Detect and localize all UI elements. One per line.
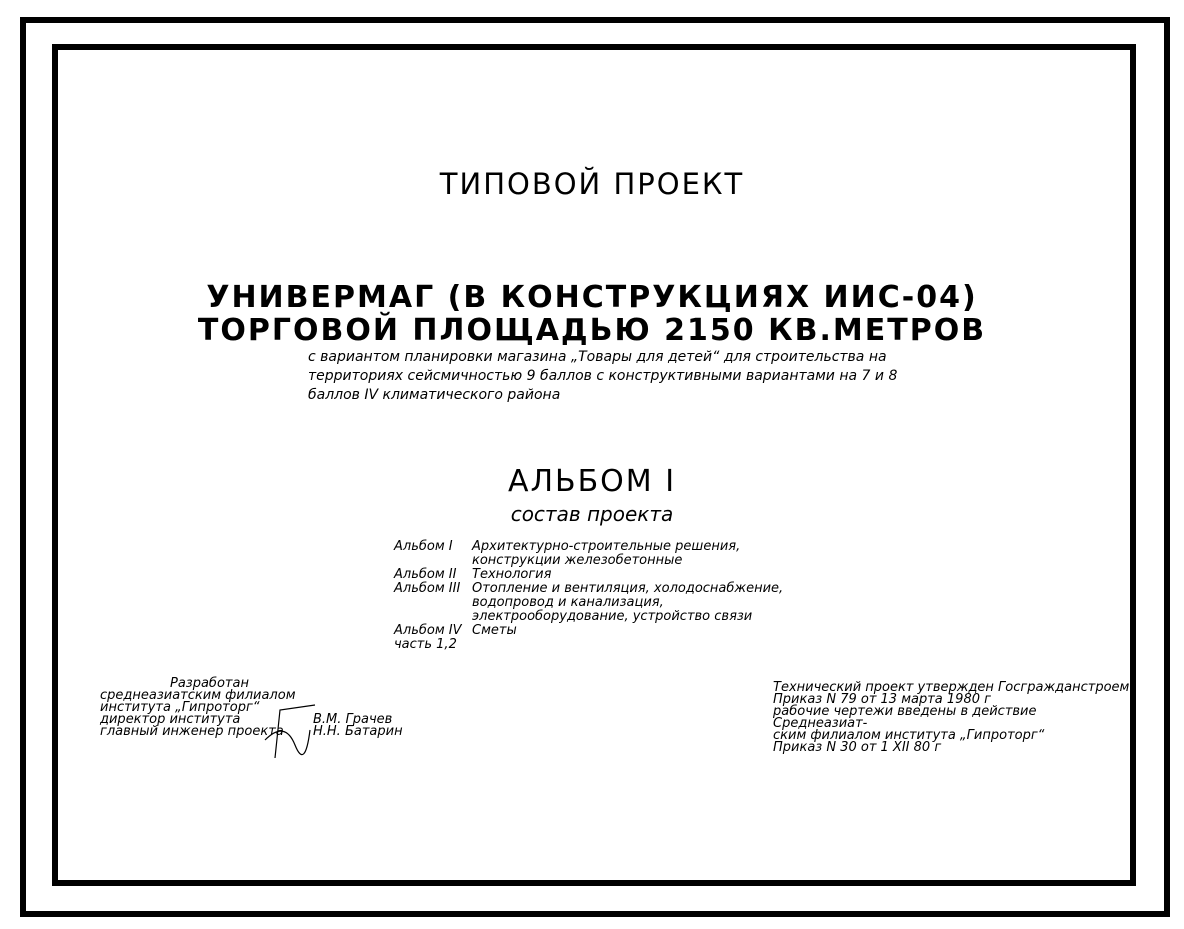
contents-value: Технология bbox=[472, 567, 552, 582]
contents-key: часть 1,2 bbox=[394, 637, 457, 652]
developer-heading: Разработан bbox=[170, 676, 249, 691]
contents-key: Альбом III bbox=[394, 581, 461, 596]
album-subtitle: состав проекта bbox=[510, 502, 674, 526]
approval-line: Приказ N 79 от 13 марта 1980 г bbox=[773, 692, 991, 707]
contents-row bbox=[394, 568, 814, 582]
approval-line: Технический проект утвержден Госгражданстроем bbox=[773, 680, 1130, 695]
contents-row bbox=[394, 638, 814, 652]
approval-block bbox=[773, 682, 1133, 754]
contents-key: Альбом II bbox=[394, 567, 457, 582]
title-line-2: ТОРГОВОЙ ПЛОЩАДЬЮ 2150 КВ.МЕТРОВ bbox=[197, 313, 987, 348]
developer-line: института „Гипроторг“ bbox=[100, 700, 260, 715]
subtitle: с вариантом планировки магазина „Товары для детей“ для строительства на территориях сейсмичностью 9 баллов с конструктивными вариантами на 7 и 8 баллов IV климатического района bbox=[308, 349, 898, 403]
signatory-names bbox=[313, 714, 403, 738]
developer-line: среднеазиатским филиалом bbox=[100, 688, 296, 703]
contents-row bbox=[394, 624, 814, 638]
contents-value: Архитектурно-строительные решения, конструкции железобетонные bbox=[472, 539, 741, 568]
album-title: АЛЬБОМ I bbox=[507, 464, 677, 499]
contents-row bbox=[394, 582, 814, 624]
signatory-name: Н.Н. Батарин bbox=[313, 724, 403, 739]
document-header: ТИПОВОЙ ПРОЕКТ bbox=[439, 167, 745, 201]
approval-line: Приказ N 30 от 1 XII 80 г bbox=[773, 740, 942, 755]
developer-line: главный инженер проекта bbox=[100, 724, 284, 739]
contents-row bbox=[394, 540, 814, 568]
title-line-1: УНИВЕРМАГ (В КОНСТРУКЦИЯХ ИИС-04) bbox=[206, 280, 978, 315]
contents-value bbox=[472, 638, 814, 652]
contents-value: Отопление и вентиляция, холодоснабжение, водопровод и канализация, электрооборудование, устройство связи bbox=[472, 581, 784, 624]
signatory-name: В.М. Грачев bbox=[313, 712, 393, 727]
contents-key: Альбом I bbox=[394, 539, 453, 554]
contents-value: Сметы bbox=[472, 623, 517, 638]
approval-line: ским филиалом института „Гипроторг“ bbox=[773, 728, 1045, 743]
contents-list bbox=[394, 540, 814, 652]
developer-line: директор института bbox=[100, 712, 241, 727]
contents-key: Альбом IV bbox=[394, 623, 462, 638]
approval-line: рабочие чертежи введены в действие Среднеазиат- bbox=[773, 704, 1037, 731]
